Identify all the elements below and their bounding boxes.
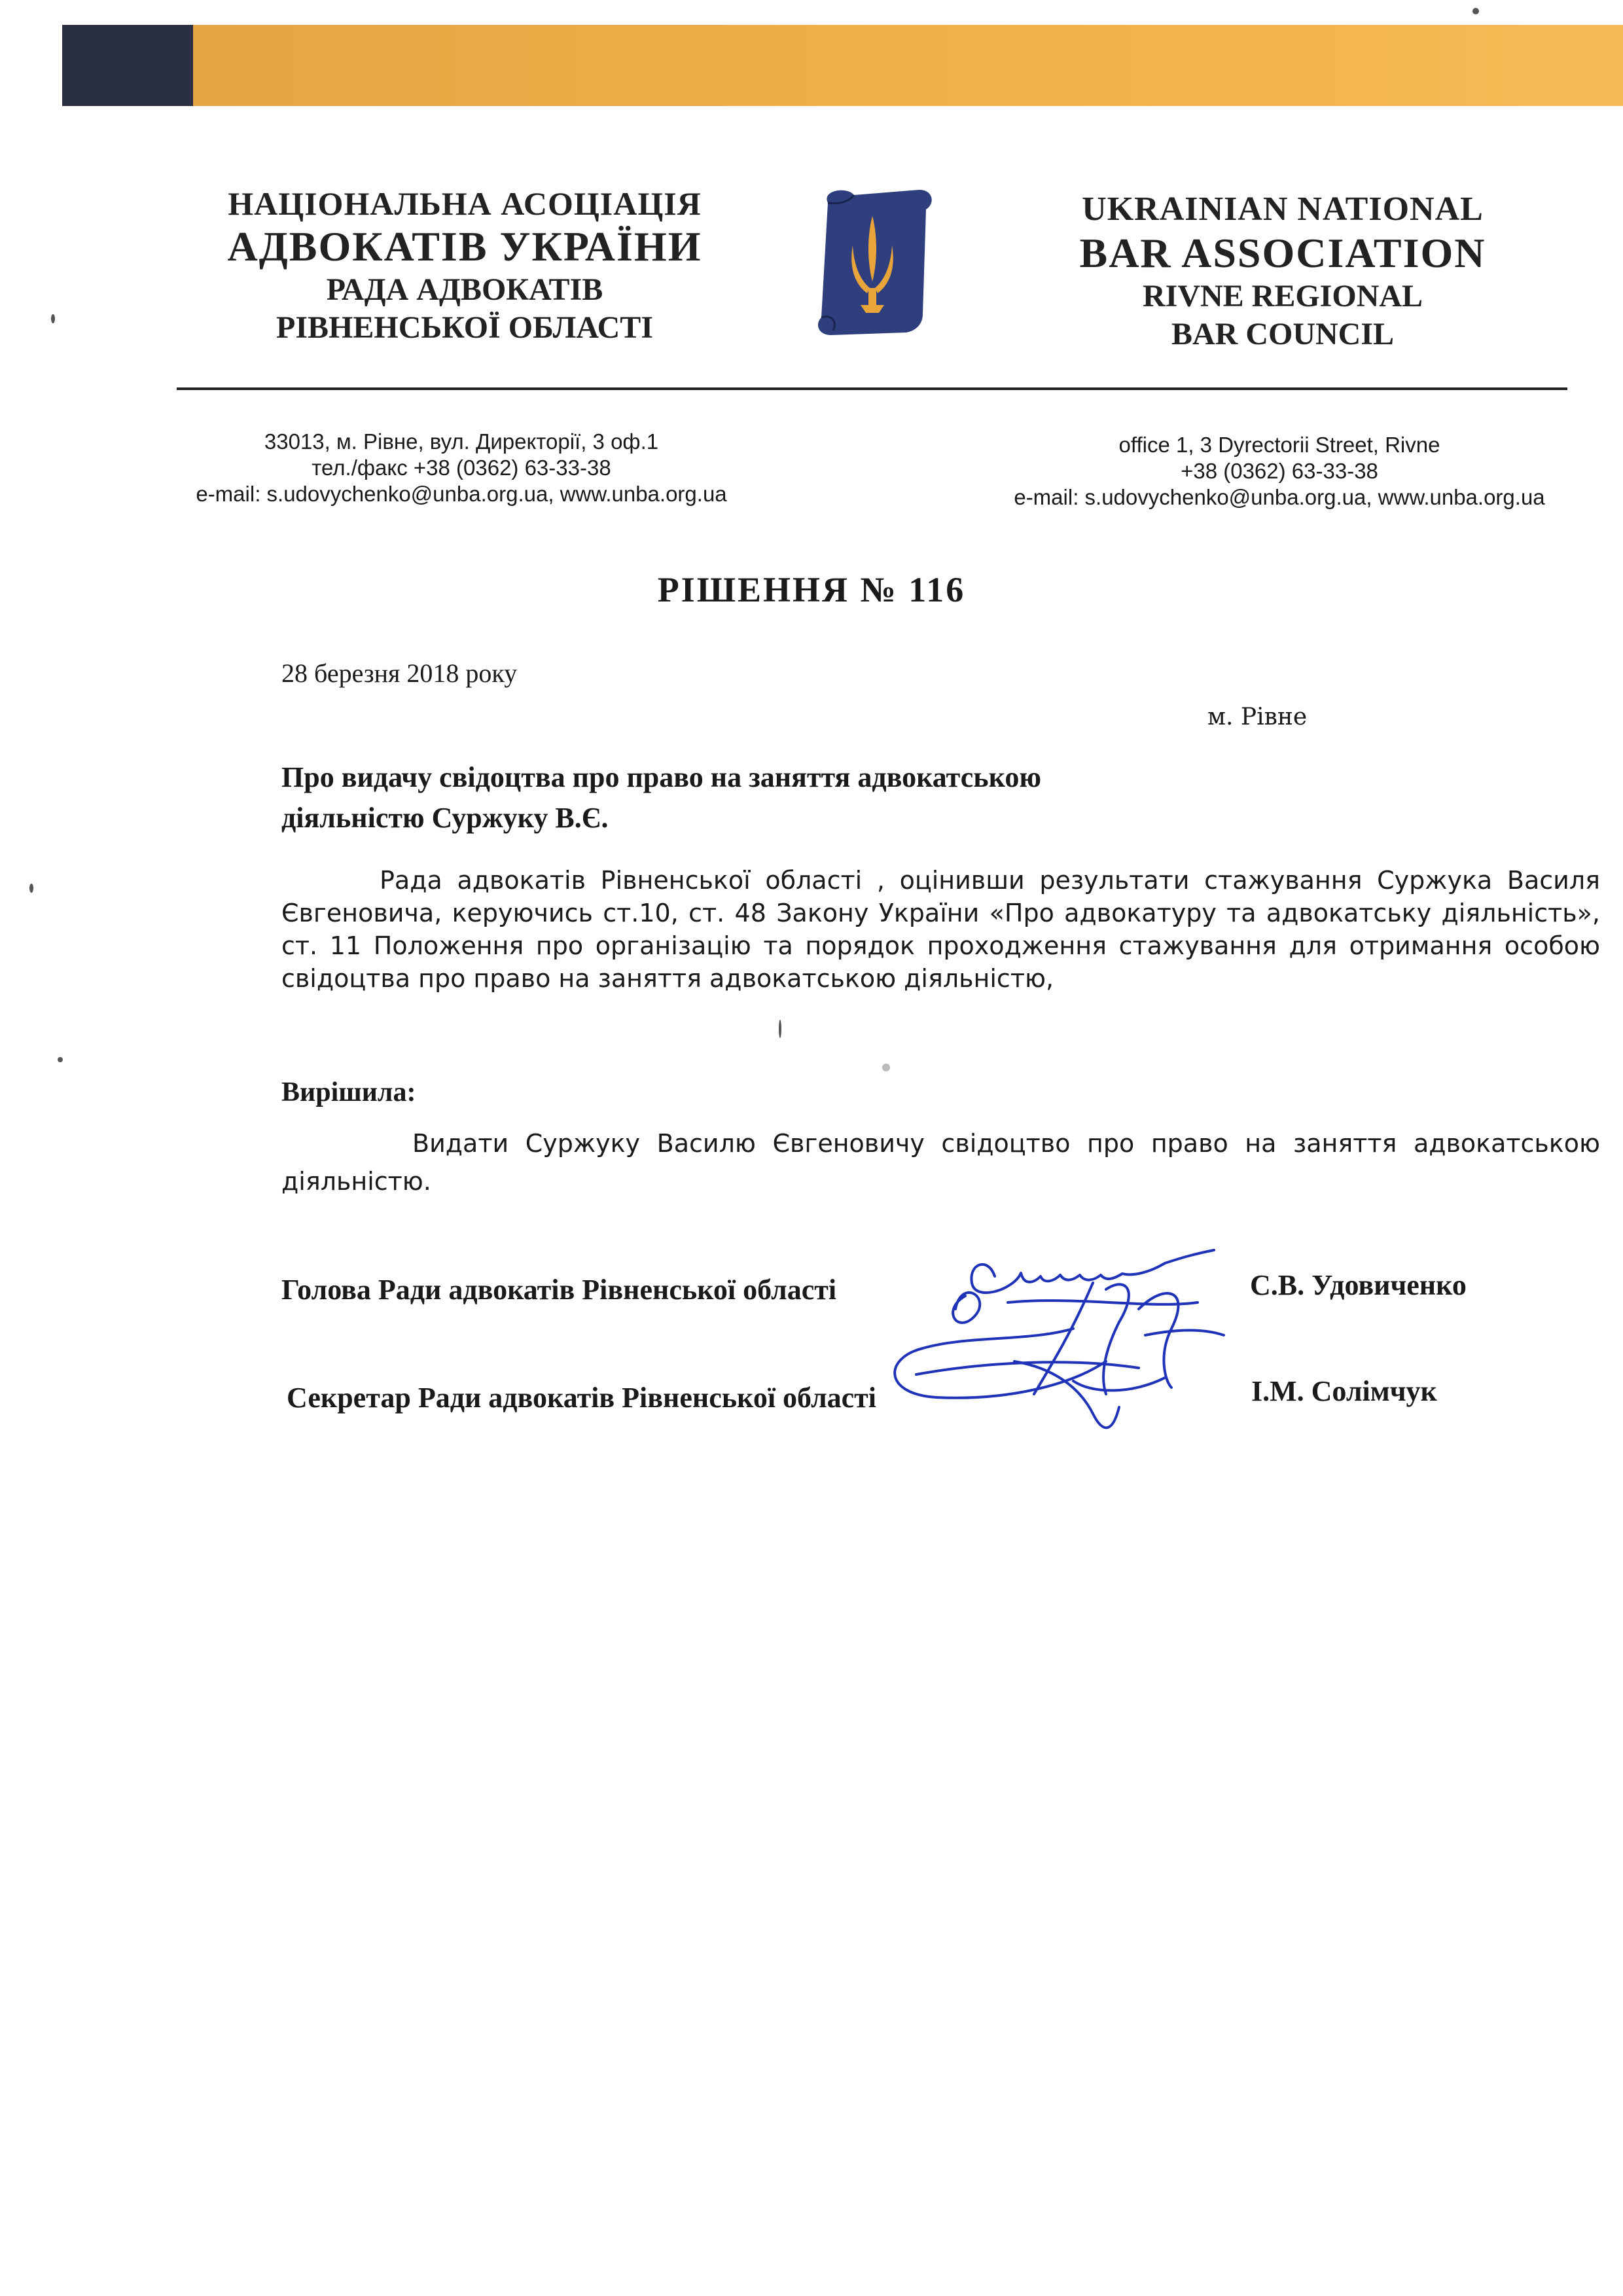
phone-line: тел./факс +38 (0362) 63-33-38: [312, 456, 611, 480]
signatory-role-secretary: Секретар Ради адвокатів Рівненської області: [287, 1382, 877, 1414]
scan-speck: [51, 314, 55, 323]
preamble-text: Рада адвокатів Рівненської області , оцінивши результати стажування Суржука Василя Євгеновича, керуючись ст.10, ст. 48 Закону України «Про адвокатуру та адвокатську діяльність», ст. 11 Положення про організацію та порядок проходження стажування для отримання особою свідоцтва про право на заняття адвокатською діяльністю,: [281, 866, 1600, 993]
trident-quill-emblem-icon: [802, 183, 939, 340]
header-band-dark: [62, 25, 193, 106]
decided-label: Вирішила:: [281, 1077, 416, 1107]
address-line: office 1, 3 Dyrectorii Street, Rivne: [1118, 433, 1440, 457]
phone-line: +38 (0362) 63-33-38: [1181, 459, 1378, 483]
signatory-name-chair: С.В. Удовиченко: [1250, 1269, 1467, 1301]
subject-line2: діяльністю Суржуку В.Є.: [281, 802, 609, 834]
letterhead-left-line3: РАДА АДВОКАТІВ: [326, 272, 603, 307]
address-ukrainian: [151, 429, 772, 507]
handwritten-signature: [857, 1237, 1263, 1473]
scan-speck: [1472, 8, 1479, 14]
letterhead-left-line4: РІВНЕНСЬКОЇ ОБЛАСТІ: [276, 310, 653, 345]
letterhead-left-line2: АДВОКАТІВ УКРАЇНИ: [227, 223, 702, 270]
letterhead-left: [216, 185, 713, 347]
scan-speck: [58, 1057, 63, 1062]
letterhead-right-line1: UKRAINIAN NATIONAL: [1082, 190, 1484, 228]
scan-speck: [779, 1020, 781, 1038]
letterhead-right-line2: BAR ASSOCIATION: [1079, 230, 1486, 276]
document-city: м. Рівне: [1207, 704, 1308, 730]
document-title: РІШЕННЯ № 116: [657, 570, 966, 609]
decision-paragraph: [281, 1124, 1600, 1200]
letterhead-right-line3: RIVNE REGIONAL: [1142, 279, 1423, 314]
email-line: e-mail: s.udovychenko@unba.org.ua, www.unba.org.ua: [196, 482, 727, 506]
email-line: e-mail: s.udovychenko@unba.org.ua, www.unba.org.ua: [1014, 485, 1545, 509]
scan-speck: [29, 884, 33, 893]
document-date: 28 березня 2018 року: [281, 658, 518, 688]
letterhead-left-line1: НАЦІОНАЛЬНА АСОЦІАЦІЯ: [228, 185, 702, 222]
letterhead-right: [1047, 190, 1518, 353]
subject-line1: Про видачу свідоцтва про право на заняття адвокатською: [281, 761, 1041, 793]
signatory-name-secretary: І.М. Солімчук: [1251, 1375, 1437, 1407]
address-line: 33013, м. Рівне, вул. Директорії, 3 оф.1: [264, 429, 659, 454]
address-english: [975, 432, 1584, 511]
scan-speck: [882, 1064, 890, 1071]
signatory-role-chair: Голова Ради адвокатів Рівненської області: [281, 1274, 837, 1306]
document-subject: [281, 757, 1198, 838]
letterhead-divider: [177, 387, 1567, 390]
decision-text: Видати Суржуку Василю Євгеновичу свідоцтво про право на заняття адвокатською діяльністю.: [281, 1129, 1600, 1196]
header-band-orange: [193, 25, 1623, 106]
preamble-paragraph: [281, 864, 1600, 995]
letterhead-right-line4: BAR COUNCIL: [1171, 317, 1395, 351]
